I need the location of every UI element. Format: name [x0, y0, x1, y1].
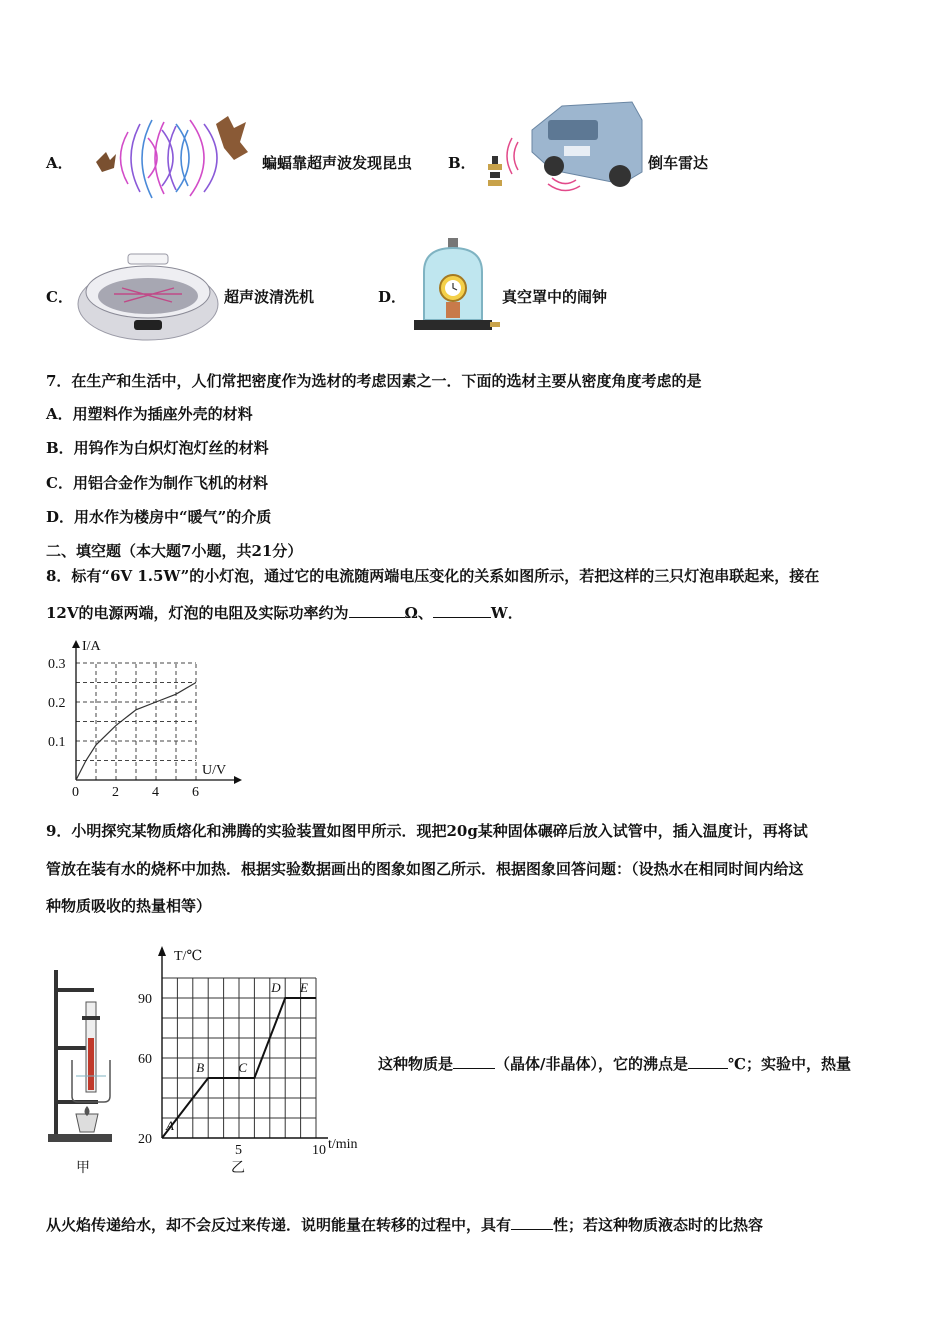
point-label-b: B: [196, 1060, 205, 1075]
y-tick-label: 0.2: [48, 696, 66, 711]
temperature-time-chart: [132, 942, 372, 1160]
vacuum-bell-jar-icon: [410, 236, 500, 342]
y-tick-label: 0.3: [48, 657, 66, 672]
option-a-text: 蝙蝠靠超声波发现昆虫: [262, 154, 413, 172]
y-tick-label: 60: [138, 1052, 152, 1067]
option-d-letter: D．: [378, 288, 407, 306]
ultrasonic-cleaner-icon: [74, 248, 222, 344]
x-axis-label: U/V: [202, 763, 227, 778]
y-axis-arrow: [158, 946, 166, 956]
option-d-text: 真空罩中的闹钟: [502, 288, 608, 306]
q7-option-c: C．用铝合金作为制作飞机的材料: [46, 474, 268, 492]
q8-line2-b: Ω、: [404, 604, 433, 622]
car-radar-icon: [482, 100, 644, 204]
q7-option-b: B．用钨作为白炽灯泡灯丝的材料: [46, 439, 269, 457]
y-axis-label: T/℃: [174, 949, 203, 964]
option-b-letter: B．: [448, 154, 476, 172]
answer-blank-power[interactable]: [433, 603, 491, 618]
q7-option-a: A．用塑料作为插座外壳的材料: [46, 405, 253, 423]
figure-caption-yi: 乙: [231, 1160, 245, 1176]
section-title: 二、填空题（本大题7小题，共21分）: [46, 542, 303, 560]
x-tick-label: 10: [312, 1143, 326, 1158]
y-axis-arrow: [72, 640, 80, 648]
point-label-d: D: [271, 980, 281, 995]
y-tick-label: 90: [138, 992, 152, 1007]
q9-last-a: 从火焰传递给水，却不会反过来传递．说明能量在转移的过程中，具有: [46, 1216, 512, 1234]
q8-line1: 8．标有“6V 1.5W”的小灯泡，通过它的电流随两端电压变化的关系如图所示，若把这样的三只灯泡串联起来，接在: [46, 567, 820, 585]
heating-apparatus-icon: [46, 966, 120, 1152]
q8-line2: [46, 602, 523, 623]
bat-ultrasound-icon: [88, 112, 258, 204]
q9-line2: 管放在装有水的烧杯中加热．根据实验数据画出的图象如图乙所示．根据图象回答问题：（设热水在相同时间内给这: [46, 860, 804, 878]
point-label-a: A: [166, 1118, 174, 1133]
option-c-letter: C．: [46, 288, 73, 306]
x-tick-label: 0: [72, 785, 79, 800]
q9-line3: 种物质吸收的热量相等）: [46, 897, 212, 915]
q9-side-text: [378, 1053, 851, 1074]
current-voltage-chart: [40, 634, 250, 806]
y-axis-label: I/A: [82, 639, 101, 654]
x-axis-arrow: [234, 776, 242, 784]
point-label-e: E: [300, 980, 308, 995]
q9-last-line: [46, 1214, 763, 1235]
q8-line2-c: W．: [490, 604, 523, 622]
q7-option-d: D．用水作为楼房中“暖气”的介质: [46, 508, 272, 526]
point-label-c: C: [238, 1060, 248, 1075]
q8-line2-a: 12V的电源两端，灯泡的电阻及实际功率约为: [46, 604, 349, 622]
answer-blank-boiling-point[interactable]: [688, 1054, 728, 1069]
answer-blank-directionality[interactable]: [511, 1215, 553, 1230]
x-tick-label: 4: [152, 785, 159, 800]
option-a-letter: A．: [46, 154, 73, 172]
option-c-text: 超声波清洗机: [224, 288, 315, 306]
y-tick-label: 0.1: [48, 735, 66, 750]
y-tick-label: 20: [138, 1132, 152, 1147]
q9-side-b: （晶体/非晶体），它的沸点是: [495, 1055, 688, 1073]
answer-blank-crystal-type[interactable]: [453, 1054, 495, 1069]
chart-grid: [162, 978, 316, 1138]
option-b-text: 倒车雷达: [648, 154, 709, 172]
answer-blank-resistance[interactable]: [349, 603, 405, 618]
q9-last-b: 性；若这种物质液态时的比热容: [553, 1216, 764, 1234]
chart-grid: [76, 663, 196, 780]
q9-side-c: ℃；实验中，热量: [728, 1055, 851, 1073]
q9-line1: 9．小明探究某物质熔化和沸腾的实验装置如图甲所示．现把20g某种固体碾碎后放入试管中，插入温度计，再将试: [46, 822, 808, 840]
q7-stem: 7．在生产和生活中，人们常把密度作为选材的考虑因素之一．下面的选材主要从密度角度考虑的是: [46, 372, 702, 390]
x-tick-label: 6: [192, 785, 199, 800]
x-tick-label: 5: [235, 1143, 242, 1158]
x-axis-label: t/min: [328, 1137, 358, 1152]
x-tick-label: 2: [112, 785, 119, 800]
figure-caption-jia: 甲: [76, 1160, 90, 1176]
q9-side-a: 这种物质是: [378, 1055, 454, 1073]
